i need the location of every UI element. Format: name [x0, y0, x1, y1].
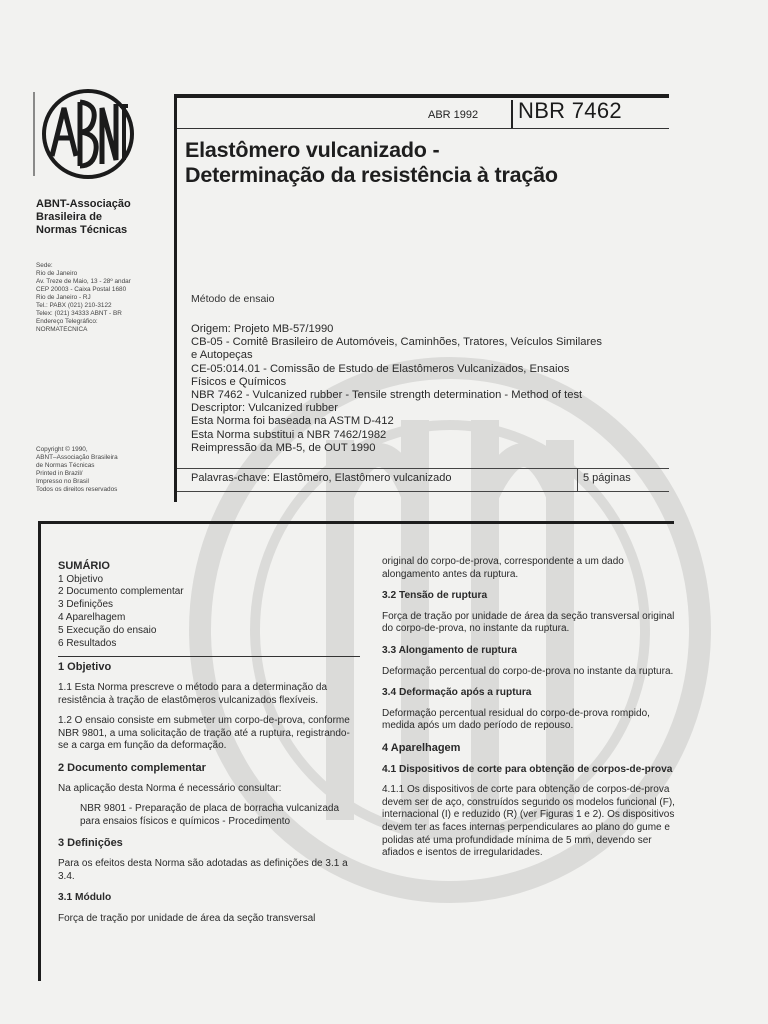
- summary-rule: [58, 656, 360, 657]
- summary-item: 3 Definições: [58, 599, 114, 611]
- paragraph-4-1-1: 4.1.1 Os dispositivos de corte para obtenção de corpos-de-prova devem ser de aço, construídos segundo os modelos funcional (F), internacional (I) e reduzido (R) (ver Figuras 1 e 2). Os dispositivos devem ter as faces internas perpendiculares ao plano do gume e polidas até uma profundidade mínima de 5 mm, devendo ser afiados e isentos de irregularidades.: [382, 784, 675, 859]
- publication-date: ABR 1992: [428, 109, 479, 121]
- paragraph-1-2: 1.2 O ensaio consiste em submeter um corpo-de-prova, conforme NBR 9801, a uma solicitação de tração até a ruptura, registrando-se a carga em função da deformação.: [58, 715, 350, 752]
- summary-item: 5 Execução do ensaio: [58, 624, 157, 636]
- summary-item: 6 Resultados: [58, 637, 117, 649]
- header-divider: [177, 128, 669, 129]
- paragraph-3-1: Força de tração por unidade de área da seção transversal: [58, 912, 316, 924]
- subsection-3-4-title: 3.4 Deformação após a ruptura: [382, 687, 532, 699]
- paragraph-1-1: 1.1 Esta Norma prescreve o método para a determinação da resistência à tração de elastômeros vulcanizados flexíveis.: [58, 681, 328, 706]
- page-count: 5 páginas: [583, 472, 631, 484]
- summary-heading: SUMÁRIO: [58, 560, 110, 572]
- norm-code: NBR 7462: [518, 98, 622, 123]
- right-column: [382, 556, 680, 868]
- section-4-title: 4 Aparelhagem: [382, 741, 461, 754]
- document-type: Método de ensaio: [191, 293, 275, 305]
- keywords-top-rule: [177, 468, 669, 469]
- origin-block: Origem: Projeto MB-57/1990 CB-05 - Comitê Brasileiro de Automóveis, Caminhões, Tratores, Veículos Similares e Autopeças CE-05:014.01 - Comissão de Estudo de Elastômeros Vulcanizados, Ensaios Físicos e Químicos NBR 7462 - Vulcanized rubber - Tensile strength determination - Method of test Descriptor: Vulcanized rubber Esta Norma foi baseada na ASTM D-412 Esta Norma substitui a NBR 7462/1982 Reimpressão da MB-5, de OUT 1990: [191, 323, 602, 454]
- paragraph-3-4: Deformação percentual residual do corpo-de-prova rompido, medida após um dado período de repouso.: [382, 707, 650, 732]
- subsection-4-1-title: 4.1 Dispositivos de corte para obtenção de corpos-de-prova: [382, 763, 673, 775]
- header-left-rule: [174, 94, 177, 502]
- keywords-bottom-rule: [177, 491, 669, 492]
- subsection-3-2-title: 3.2 Tensão de ruptura: [382, 590, 488, 602]
- paragraph-3-2: Força de tração por unidade de área da seção transversal original do corpo-de-prova, no instante da ruptura.: [382, 610, 675, 635]
- left-column: [58, 560, 358, 933]
- keywords: Palavras-chave: Elastômero, Elastômero vulcanizado: [191, 472, 452, 484]
- copyright-notice: Copyright © 1990, ABNT–Associação Brasileira de Normas Técnicas Printed in Brazil/ Impresso no Brasil Todos os direitos reservados: [36, 446, 118, 493]
- organization-name: ABNT-Associação Brasileira de Normas Técnicas: [36, 198, 131, 236]
- organization-address: Sede: Rio de Janeiro Av. Treze de Maio, 13 - 28º andar CEP 20003 - Caixa Postal 1680 Rio de Janeiro - RJ Tel.: PABX (021) 210-3122 Telex: (021) 34333 ABNT - BR Endereço Telegráfico: NORMATÉCNICA: [36, 262, 131, 333]
- summary-item: 1 Objetivo: [58, 573, 104, 585]
- body-top-rule: [38, 521, 674, 524]
- date-separator: [511, 100, 513, 128]
- section-1-title: 1 Objetivo: [58, 661, 112, 674]
- body-left-rule: [38, 521, 41, 981]
- subsection-3-3-title: 3.3 Alongamento de ruptura: [382, 644, 517, 656]
- keywords-separator: [577, 468, 578, 491]
- reference-nbr-9801: NBR 9801 - Preparação de placa de borracha vulcanizada para ensaios físicos e químicos - Procedimento: [80, 803, 340, 827]
- document-title: Elastômero vulcanizado - Determinação da resistência à tração: [185, 138, 558, 187]
- paragraph-2-intro: Na aplicação desta Norma é necessário consultar:: [58, 782, 282, 794]
- subsection-3-1-title: 3.1 Módulo: [58, 892, 112, 904]
- section-2-title: 2 Documento complementar: [58, 761, 206, 774]
- abnt-logo: [30, 86, 138, 182]
- section-3-title: 3 Definições: [58, 837, 123, 850]
- summary-item: 2 Documento complementar: [58, 586, 184, 598]
- paragraph-3-1-continued: original do corpo-de-prova, correspondente a um dado alongamento antes da ruptura.: [382, 556, 624, 580]
- paragraph-3-3: Deformação percentual do corpo-de-prova no instante da ruptura.: [382, 665, 674, 677]
- summary-item: 4 Aparelhagem: [58, 611, 126, 623]
- paragraph-3-intro: Para os efeitos desta Norma são adotadas as definições de 3.1 a 3.4.: [58, 857, 348, 882]
